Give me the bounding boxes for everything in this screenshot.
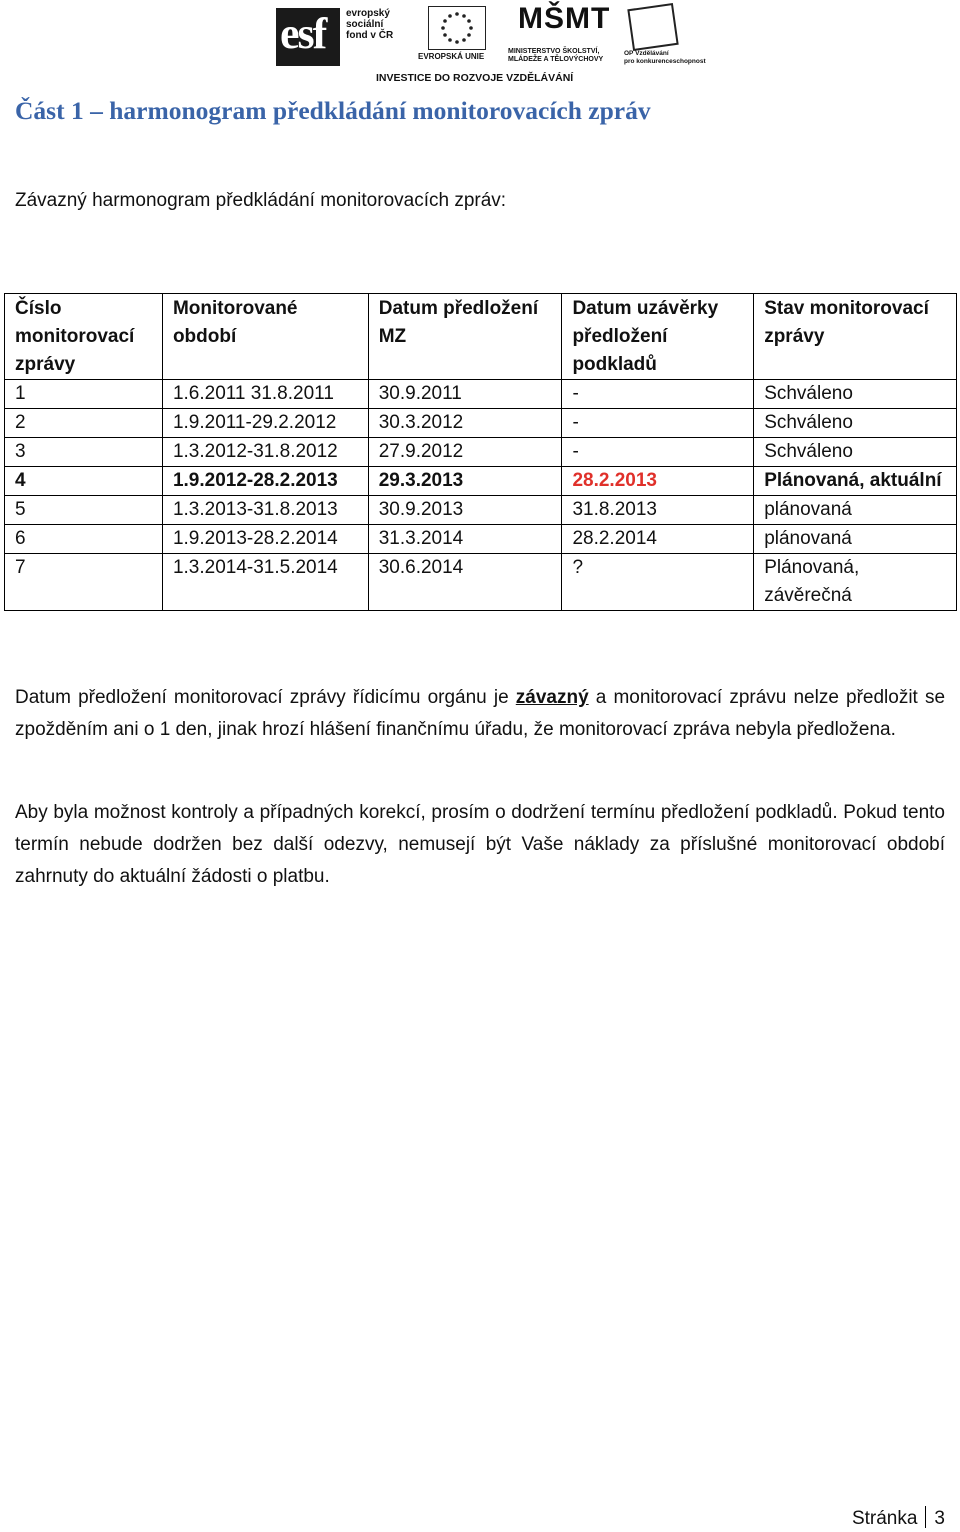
esf-logo	[276, 4, 400, 68]
table-row	[5, 467, 957, 496]
esf-logo-text-line: evropský	[346, 8, 390, 19]
deadline-cell: 28.2.2013	[562, 467, 754, 496]
schedule-table	[4, 293, 957, 611]
period-cell: 1.9.2011-29.2.2012	[162, 409, 368, 438]
deadline-cell: 28.2.2014	[562, 525, 754, 554]
msmt-logo-text-line: MINISTERSTVO ŠKOLSTVÍ,	[508, 48, 600, 55]
op-vk-mark-icon	[627, 3, 678, 51]
status-cell: Schváleno	[754, 380, 957, 409]
footer-divider	[925, 1506, 926, 1528]
period-cell: 1.3.2013-31.8.2013	[162, 496, 368, 525]
logo-banner	[276, 2, 706, 88]
table-row	[5, 496, 957, 525]
page-label: Stránka	[851, 1508, 918, 1529]
submission-date-cell: 30.3.2012	[368, 409, 562, 438]
period-cell: 1.9.2013-28.2.2014	[162, 525, 368, 554]
report-number-cell: 6	[5, 525, 163, 554]
paragraph-text: a monitorovací zprávu nelze předložit se zpožděním ani o 1 den, jinak hrozí hlášení finančnímu úřadu, že monitorovací zpráva nebyla předložena.	[15, 687, 946, 740]
report-number-cell: 5	[5, 496, 163, 525]
deadline-cell: ?	[562, 554, 754, 611]
submission-date-cell: 27.9.2012	[368, 438, 562, 467]
column-header: Monitorované období	[162, 294, 368, 380]
paragraph-text: Datum předložení monitorovací zprávy řídicímu orgánu je	[15, 687, 516, 708]
esf-logo-text-line: fond v ČR	[346, 30, 394, 41]
table-row	[5, 409, 957, 438]
eu-stars-icon	[428, 6, 486, 50]
page-footer	[852, 1506, 945, 1530]
submission-date-cell: 30.9.2011	[368, 380, 562, 409]
report-number-cell: 4	[5, 467, 163, 496]
column-header: Stav monitorovací zprávy	[754, 294, 957, 380]
deadline-cell: -	[562, 380, 754, 409]
emphasis-text: závazný	[515, 687, 589, 708]
intro-text: Závazný harmonogram předkládání monitorovacích zpráv:	[15, 190, 507, 211]
table-row	[5, 438, 957, 467]
period-cell: 1.9.2012-28.2.2013	[162, 467, 368, 496]
control-paragraph: Aby byla možnost kontroly a případných korekcí, prosím o dodržení termínu předložení podkladů. Pokud tento termín nebude dodržen bez další odezvy, nemusejí být Vaše náklady za příslušné monitorovací období zahrnuty do aktuální žádosti o platbu.	[15, 802, 945, 887]
section-title: Část 1 – harmonogram předkládání monitorovacích zpráv	[15, 96, 651, 125]
report-number-cell: 2	[5, 409, 163, 438]
status-cell: Plánovaná, závěrečná	[754, 554, 957, 611]
table-header-row	[5, 294, 957, 380]
esf-logo-text-line: sociální	[346, 19, 384, 30]
esf-logo-mark: esf	[280, 9, 326, 58]
column-header: Datum předložení MZ	[368, 294, 562, 380]
column-header: Číslo monitorovací zprávy	[5, 294, 163, 380]
op-logo-text-line: pro konkurenceschopnost	[624, 57, 706, 65]
submission-date-cell: 30.9.2013	[368, 496, 562, 525]
deadline-cell: -	[562, 409, 754, 438]
submission-date-cell: 31.3.2014	[368, 525, 562, 554]
op-logo-text-line: OP Vzdělávání	[624, 50, 669, 57]
period-cell: 1.3.2014-31.5.2014	[162, 554, 368, 611]
status-cell: Schváleno	[754, 438, 957, 467]
op-vk-logo	[624, 4, 706, 68]
deadline-paragraph	[15, 682, 945, 746]
status-cell: Plánovaná, aktuální	[754, 467, 957, 496]
submission-date-cell: 30.6.2014	[368, 554, 562, 611]
investment-slogan: INVESTICE DO ROZVOJE VZDĚLÁVÁNÍ	[376, 72, 574, 84]
table-row	[5, 380, 957, 409]
report-number-cell: 3	[5, 438, 163, 467]
status-cell: Schváleno	[754, 409, 957, 438]
msmt-logo	[508, 2, 611, 68]
status-cell: plánovaná	[754, 525, 957, 554]
report-number-cell: 7	[5, 554, 163, 611]
deadline-cell: -	[562, 438, 754, 467]
status-cell: plánovaná	[754, 496, 957, 525]
report-number-cell: 1	[5, 380, 163, 409]
period-cell: 1.6.2011 31.8.2011	[162, 380, 368, 409]
page-number: 3	[934, 1508, 945, 1529]
eu-flag-logo	[418, 4, 488, 68]
period-cell: 1.3.2012-31.8.2012	[162, 438, 368, 467]
table-row	[5, 525, 957, 554]
submission-date-cell: 29.3.2013	[368, 467, 562, 496]
table-row	[5, 554, 957, 611]
msmt-logo-mark: MŠMT	[518, 2, 611, 35]
eu-logo-text: EVROPSKÁ UNIE	[418, 52, 485, 61]
column-header: Datum uzávěrky předložení podkladů	[562, 294, 754, 380]
msmt-logo-text-line: MLÁDEŽE A TĚLOVÝCHOVY	[508, 56, 604, 63]
deadline-cell: 31.8.2013	[562, 496, 754, 525]
